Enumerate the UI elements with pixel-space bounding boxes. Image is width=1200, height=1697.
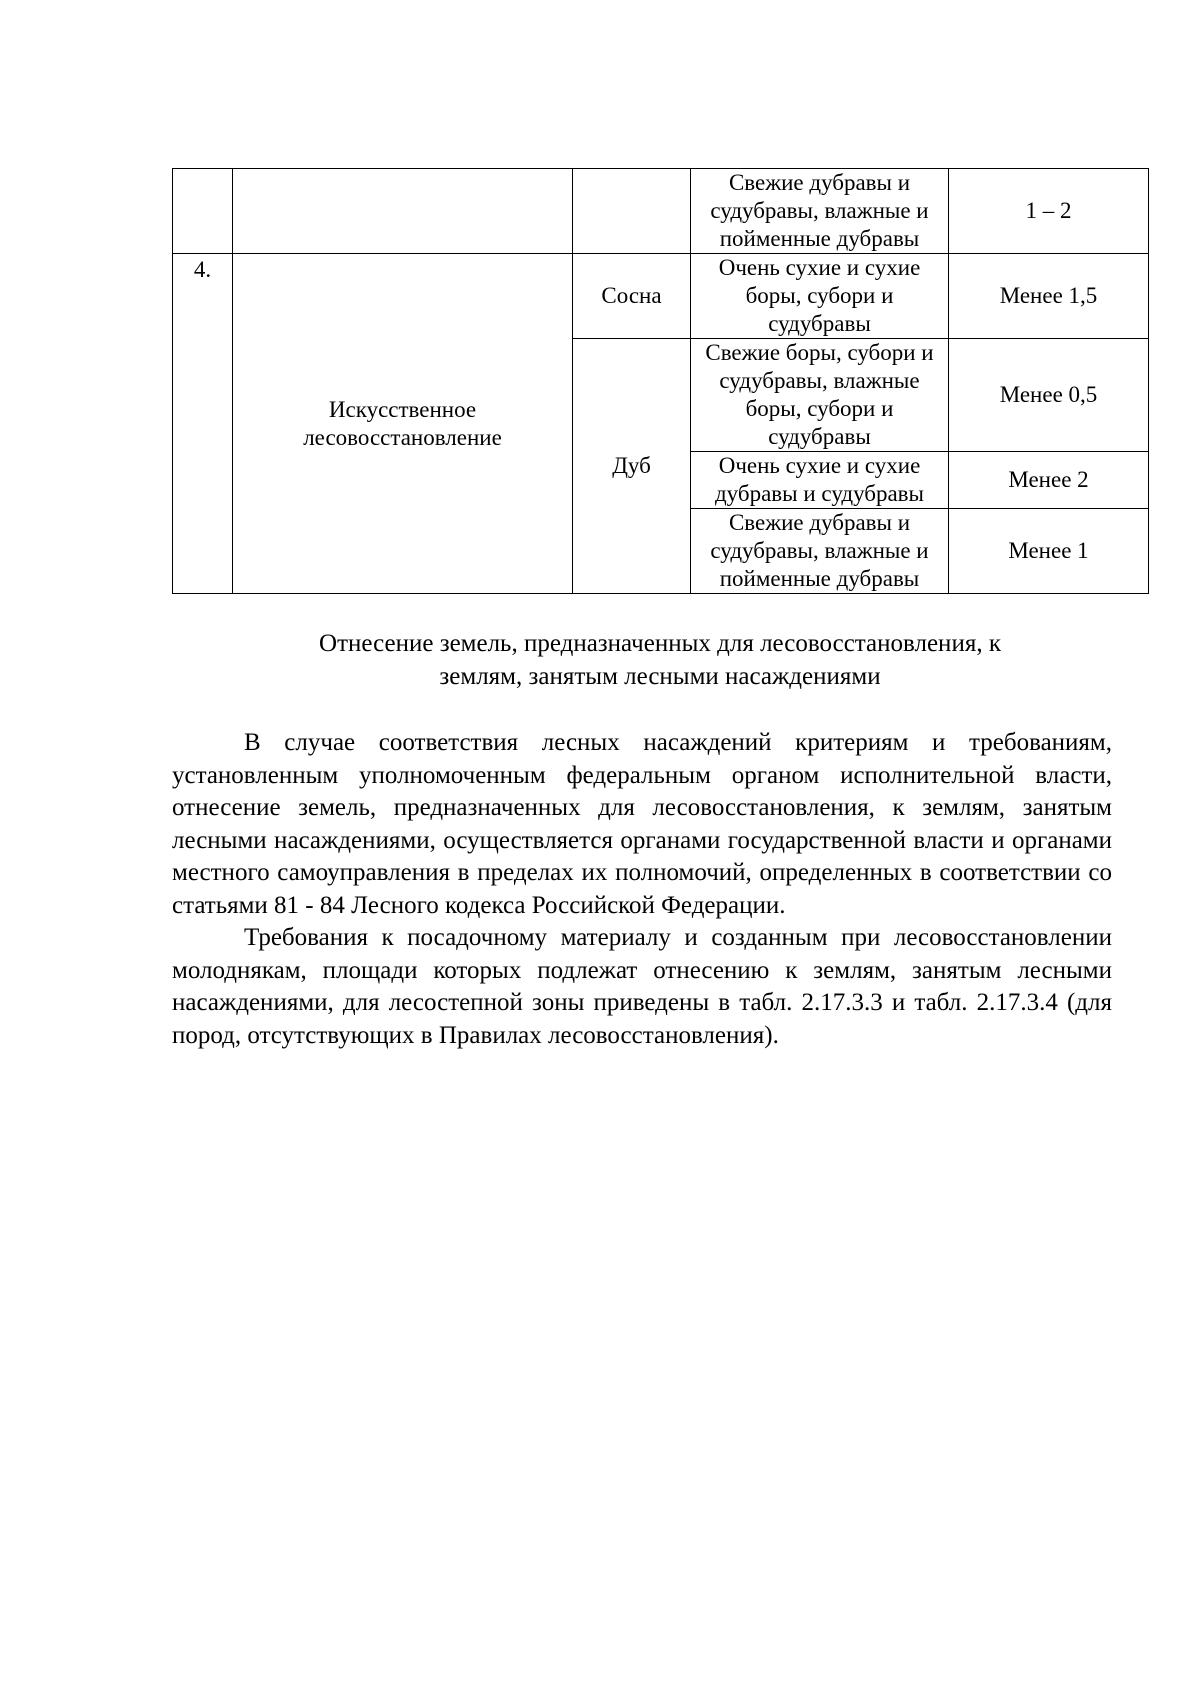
- reforestation-table: [172, 168, 1149, 594]
- row-number-cell: [173, 169, 233, 254]
- row-number-cell: 4.: [173, 254, 233, 594]
- species-cell: [573, 169, 691, 254]
- forest-type-cell: Очень сухие и сухие дубравы и судубравы: [691, 452, 949, 509]
- value-cell: 1 – 2: [949, 169, 1149, 254]
- paragraph: В случае соответствия лесных насаждений критериям и требованиям, установленным уполномоченным федеральным органом исполнительной власти, отнесение земель, предназначенных для лесовосстановления, к землям, занятым лесными насаждениями, осуществляется органами государственной власти и органами местного самоуправления в пределах их полномочий, определенных в соответствии со статьями 81 - 84 Лесного кодекса Российской Федерации.: [172, 729, 1112, 919]
- value-cell: Менее 2: [949, 452, 1149, 509]
- paragraph: Требования к посадочному материалу и созданным при лесовосстановлении молоднякам, площади которых подлежат отнесению к землям, занятым лесными насаждениями, для лесостепной зоны приведены в табл. 2.17.3.3 и табл. 2.17.3.4 (для пород, отсутствующих в Правилах лесовосстановления).: [172, 924, 1112, 1049]
- forest-type-cell: Свежие дубравы и судубравы, влажные и пойменные дубравы: [691, 169, 949, 254]
- species-oak-cell: Дуб: [573, 339, 691, 594]
- section-heading-line: землям, занятым лесными насаждениями: [439, 663, 881, 690]
- forest-type-cell: Свежие дубравы и судубравы, влажные и пойменные дубравы: [691, 509, 949, 594]
- method-cell: Искусственное лесовосстановление: [233, 254, 573, 594]
- value-cell: Менее 1,5: [949, 254, 1149, 339]
- value-cell: Менее 1: [949, 509, 1149, 594]
- body-text: [172, 727, 1112, 1052]
- forest-type-cell: Очень сухие и сухие боры, субори и судубравы: [691, 254, 949, 339]
- section-heading-line: Отнесение земель, предназначенных для лесовосстановления, к: [319, 630, 1001, 657]
- section-heading: [172, 627, 1148, 693]
- species-pine-cell: Сосна: [573, 254, 691, 339]
- table-row: [173, 169, 1149, 254]
- table-row: [173, 254, 1149, 339]
- forest-type-cell: Свежие боры, субори и судубравы, влажные боры, субори и судубравы: [691, 339, 949, 452]
- value-cell: Менее 0,5: [949, 339, 1149, 452]
- method-cell: [233, 169, 573, 254]
